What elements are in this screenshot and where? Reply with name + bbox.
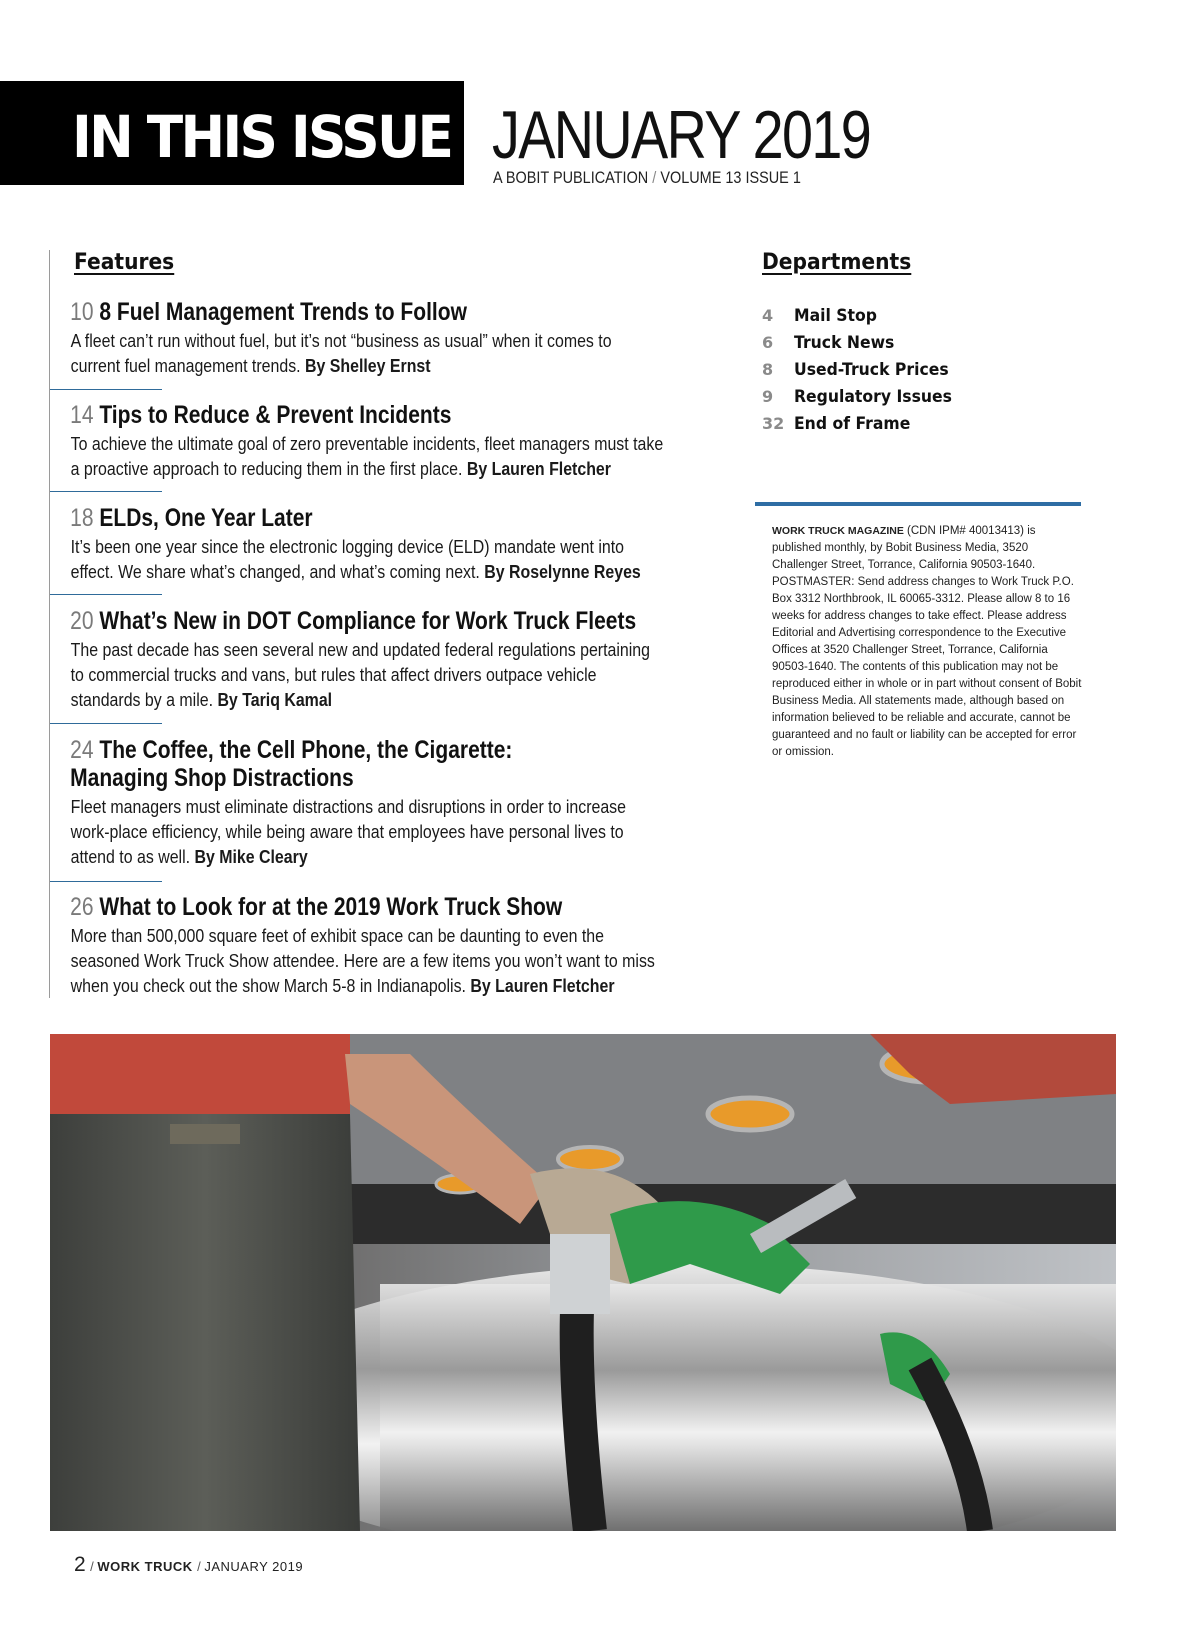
feature-divider [50,491,162,492]
feature-description: A fleet can’t run without fuel, but it’s not “business as usual” when it comes to current fuel management trends. By Shelley Ernst [70,330,612,376]
department-page-number: 9 [762,387,774,406]
feature-title[interactable]: 20 What’s New in DOT Compliance for Work Truck Fleets [70,607,637,635]
masthead-divider [755,502,1081,506]
issue-date: JANUARY 2019 [492,97,871,173]
department-label[interactable]: Regulatory Issues [794,387,952,407]
footer-month: JANUARY 2019 [204,1559,304,1574]
feature-item[interactable] [50,298,710,378]
in-this-issue-banner [0,81,464,185]
masthead-text: (CDN IPM# 40013413) is published monthly, by Bobit Business Media, 3520 Challenger Street, Torrance, California 90503-1640. POSTMASTER: Send address changes to Work Truck P.O. Box 3312 Northbrook, IL 60065-3312. Please allow 8 to 16 weeks for address changes to take effect. Please address Editorial and Advertising correspondence to the Executive Offices at 3520 Challenger Street, Torrance, California 90503-1640. The contents of this publication may not be reproduced either in whole or in part without consent of Bobit Business Media. All statements made, although based on information believed to be reliable and accurate, cannot be guaranteed and no fault or liability can be accepted for error or omission. [772,525,1082,758]
feature-byline: By Lauren Fletcher [466,458,611,479]
features-heading: Features [74,250,175,275]
feature-description: The past decade has seen several new and updated federal regulations pertaining to commercial trucks and vans, but rules that affect drivers outpace vehicle standards by a mile. By Tariq Kamal [70,639,650,710]
feature-divider [50,723,162,724]
feature-page-number: 20 [70,607,94,635]
department-item[interactable] [762,306,966,333]
feature-title[interactable]: 10 8 Fuel Management Trends to Follow [70,298,467,326]
feature-page-number: 18 [70,504,94,532]
department-label[interactable]: Used-Truck Prices [794,360,949,380]
department-label[interactable]: Truck News [794,333,895,353]
department-label[interactable]: Mail Stop [794,306,877,326]
department-item[interactable] [762,360,966,387]
feature-item[interactable] [50,893,710,998]
feature-byline: By Lauren Fletcher [470,975,615,996]
feature-item[interactable] [50,504,710,584]
department-item[interactable] [762,414,966,441]
departments-heading: Departments [762,250,912,275]
feature-title[interactable]: 26 What to Look for at the 2019 Work Truck Show [70,893,563,921]
departments-list [762,306,966,441]
feature-byline: By Mike Cleary [194,846,308,867]
feature-description: It’s been one year since the electronic logging device (ELD) mandate went into effect. We share what’s changed, and what’s coming next. By Roselynne Reyes [70,536,641,582]
feature-title[interactable]: 14 Tips to Reduce & Prevent Incidents [70,401,452,429]
fueling-photo [50,1034,1116,1531]
volume-issue: VOLUME 13 ISSUE 1 [660,168,801,187]
departments-column [762,250,1092,434]
department-item[interactable] [762,333,966,360]
feature-description: To achieve the ultimate goal of zero preventable incidents, fleet managers must take a proactive approach to reducing them in the first place. By Lauren Fletcher [70,433,664,479]
department-page-number: 4 [762,306,774,325]
banner-title: IN THIS ISSUE [72,103,452,171]
feature-item[interactable] [50,401,710,481]
features-column [49,250,709,998]
department-item[interactable] [762,387,966,414]
feature-page-number: 10 [70,298,94,326]
feature-title[interactable]: 18 ELDs, One Year Later [70,504,313,532]
feature-divider [50,389,162,390]
department-label[interactable]: End of Frame [794,414,911,434]
department-page-number: 32 [762,414,785,433]
feature-byline: By Roselynne Reyes [484,561,641,582]
page-number: 2 [74,1553,86,1576]
page-footer: 2 / WORK TRUCK / JANUARY 2019 [74,1553,304,1576]
feature-item[interactable] [50,607,710,712]
feature-title-line-2[interactable]: Managing Shop Distractions [70,764,354,792]
feature-item[interactable] [50,736,710,869]
footer-brand: WORK TRUCK [97,1559,193,1574]
feature-divider [50,881,162,882]
masthead-statement [772,523,1082,761]
feature-page-number: 26 [70,893,94,921]
department-page-number: 8 [762,360,774,379]
masthead-magazine-name: WORK TRUCK MAGAZINE [772,525,904,537]
feature-description: More than 500,000 square feet of exhibit space can be daunting to even the seasoned Work Truck Show attendee. Here are a few items you won’t want to miss when you check out the show March 5-8 in Indianapolis. By Lauren Fletcher [70,925,655,996]
feature-page-number: 24 [70,736,94,764]
feature-divider [50,594,162,595]
feature-byline: By Tariq Kamal [217,689,333,710]
feature-byline: By Shelley Ernst [305,355,431,376]
fueling-illustration [50,1034,1116,1531]
department-page-number: 6 [762,333,774,352]
feature-description: Fleet managers must eliminate distractions and disruptions in order to increase work-place efficiency, while being aware that employees have personal lives to attend to as well. By Mike Cleary [70,796,626,867]
feature-title[interactable]: 24 The Coffee, the Cell Phone, the Cigarette: [70,736,513,764]
issue-subtitle: A BOBIT PUBLICATION / VOLUME 13 ISSUE 1 [493,168,801,187]
publication-name: A BOBIT PUBLICATION [493,168,649,187]
feature-page-number: 14 [70,401,94,429]
